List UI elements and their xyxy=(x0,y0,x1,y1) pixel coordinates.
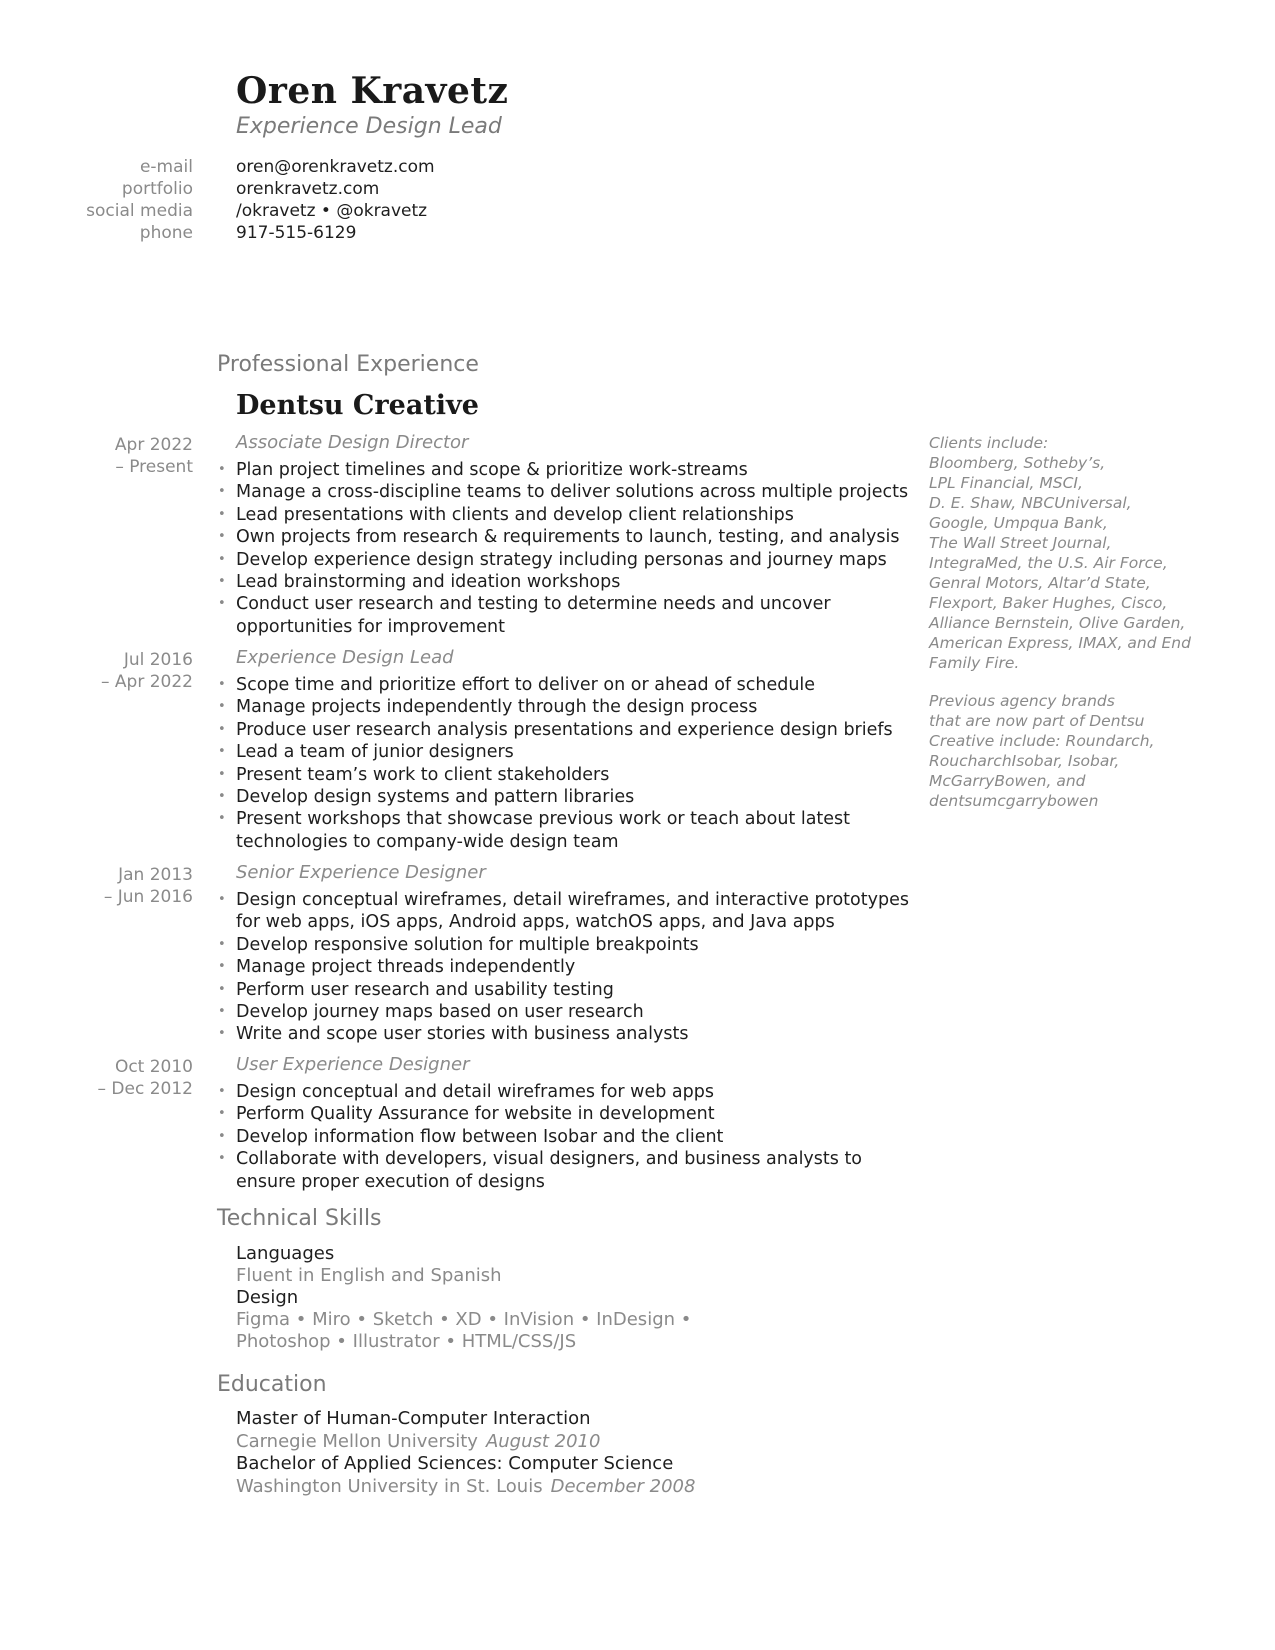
job-bullet: • Develop information flow between Isobar and the client xyxy=(236,1126,916,1148)
job-bullet: • Collaborate with developers, visual designers, and business analysts to ensure proper execution of designs xyxy=(236,1148,916,1193)
skills-languages-value: Fluent in English and Spanish xyxy=(236,1265,502,1286)
job-bullet: • Own projects from research & requirements to launch, testing, and analysis xyxy=(236,526,916,548)
job-bullet-list xyxy=(236,889,916,1046)
job-bullet-list xyxy=(236,459,916,638)
job-bullet: • Present workshops that showcase previous work or teach about latest technologies to company-wide design team xyxy=(236,808,916,853)
clients-note xyxy=(929,433,1259,673)
clients-line: Alliance Bernstein, Olive Garden, xyxy=(929,614,1186,632)
agency-line: dentsumcgarrybowen xyxy=(929,792,1099,810)
agency-line: McGarryBowen, and xyxy=(929,772,1086,790)
education-date: August 2010 xyxy=(485,1431,601,1452)
job-bullet: • Manage a cross-discipline teams to deliver solutions across multiple projects xyxy=(236,481,916,503)
job-role: Experience Design Lead xyxy=(236,647,454,668)
clients-line: D. E. Shaw, NBCUniversal, xyxy=(929,494,1132,512)
job-dates xyxy=(101,649,193,693)
job-bullet: • Develop experience design strategy including personas and journey maps xyxy=(236,549,916,571)
job-bullet: • Conduct user research and testing to determine needs and uncover opportunities for improvement xyxy=(236,593,916,638)
job-bullet: • Develop journey maps based on user research xyxy=(236,1001,916,1023)
contact-label-social: social media xyxy=(86,201,193,221)
education-school-row xyxy=(236,1476,695,1498)
education-date: December 2008 xyxy=(550,1476,696,1497)
job-bullet: • Produce user research analysis presentations and experience design briefs xyxy=(236,719,916,741)
job-bullet: • Perform user research and usability testing xyxy=(236,979,916,1001)
job-start-date: Oct 2010 xyxy=(114,1057,193,1077)
clients-line: Clients include: xyxy=(929,434,1049,452)
clients-line: The Wall Street Journal, xyxy=(929,534,1112,552)
job-bullet: • Manage projects independently through the design process xyxy=(236,696,916,718)
job-bullet: • Design conceptual wireframes, detail wireframes, and interactive prototypes for web apps, iOS apps, Android apps, watchOS apps, and Java apps xyxy=(236,889,916,934)
job-start-date: Jan 2013 xyxy=(118,865,193,885)
skills-design-line: Photoshop • Illustrator • HTML/CSS/JS xyxy=(236,1331,577,1352)
education-school-row xyxy=(236,1431,600,1453)
clients-line: Genral Motors, Altar’d State, xyxy=(929,574,1151,592)
skills-design-line: Figma • Miro • Sketch • XD • InVision • InDesign • xyxy=(236,1309,692,1330)
job-end-date: – Apr 2022 xyxy=(101,672,193,692)
job-end-date: – Jun 2016 xyxy=(103,887,193,907)
job-end-date: – Present xyxy=(115,457,193,477)
job-bullet-list xyxy=(236,1081,916,1193)
clients-line: Flexport, Baker Hughes, Cisco, xyxy=(929,594,1168,612)
job-end-date: – Dec 2012 xyxy=(97,1079,193,1099)
job-start-date: Apr 2022 xyxy=(114,435,193,455)
clients-line: Bloomberg, Sotheby’s, xyxy=(929,454,1106,472)
clients-line: Google, Umpqua Bank, xyxy=(929,514,1108,532)
resume-name: Oren Kravetz xyxy=(236,70,509,112)
job-bullet: • Lead a team of junior designers xyxy=(236,741,916,763)
job-dates xyxy=(115,434,193,478)
contact-value-portfolio[interactable]: orenkravetz.com xyxy=(236,179,380,199)
job-role: Senior Experience Designer xyxy=(236,862,486,883)
job-bullet: • Develop responsive solution for multiple breakpoints xyxy=(236,934,916,956)
contact-label-phone: phone xyxy=(139,223,193,243)
contact-label-email: e-mail xyxy=(139,157,193,177)
agency-note xyxy=(929,691,1259,811)
section-heading-skills: Technical Skills xyxy=(217,1206,382,1231)
job-bullet: • Plan project timelines and scope & prioritize work-streams xyxy=(236,459,916,481)
section-heading-education: Education xyxy=(217,1372,327,1397)
clients-line: IntegraMed, the U.S. Air Force, xyxy=(929,554,1168,572)
job-bullet: • Manage project threads independently xyxy=(236,956,916,978)
education-school: Carnegie Mellon University xyxy=(236,1431,478,1452)
contact-value-social[interactable]: /okravetz • @okravetz xyxy=(236,201,428,221)
job-dates xyxy=(104,864,193,908)
agency-line: Creative include: Roundarch, xyxy=(929,732,1155,750)
job-bullet-list xyxy=(236,674,916,853)
section-heading-experience: Professional Experience xyxy=(217,352,479,377)
job-dates xyxy=(98,1056,193,1100)
job-role: Associate Design Director xyxy=(236,432,469,453)
clients-line: LPL Financial, MSCI, xyxy=(929,474,1083,492)
agency-line: that are now part of Dentsu xyxy=(929,712,1145,730)
job-bullet: • Design conceptual and detail wireframes for web apps xyxy=(236,1081,916,1103)
job-bullet: • Lead brainstorming and ideation workshops xyxy=(236,571,916,593)
job-bullet: • Perform Quality Assurance for website in development xyxy=(236,1103,916,1125)
education-school: Washington University in St. Louis xyxy=(236,1476,543,1497)
job-bullet: • Lead presentations with clients and develop client relationships xyxy=(236,504,916,526)
company-name: Dentsu Creative xyxy=(236,390,479,421)
contact-label-portfolio: portfolio xyxy=(121,179,193,199)
job-bullet: • Develop design systems and pattern libraries xyxy=(236,786,916,808)
education-degree: Master of Human-Computer Interaction xyxy=(236,1408,591,1429)
clients-line: American Express, IMAX, and End xyxy=(929,634,1191,652)
job-bullet: • Present team’s work to client stakeholders xyxy=(236,764,916,786)
job-role: User Experience Designer xyxy=(236,1054,470,1075)
job-bullet: • Write and scope user stories with business analysts xyxy=(236,1023,916,1045)
skills-design-label: Design xyxy=(236,1287,299,1308)
contact-value-phone[interactable]: 917-515-6129 xyxy=(236,223,357,243)
contact-value-email[interactable]: oren@orenkravetz.com xyxy=(236,157,435,177)
education-degree: Bachelor of Applied Sciences: Computer Science xyxy=(236,1453,674,1474)
resume-title: Experience Design Lead xyxy=(236,114,502,139)
clients-line: Family Fire. xyxy=(929,654,1020,672)
agency-line: RoucharchIsobar, Isobar, xyxy=(929,752,1120,770)
skills-languages-label: Languages xyxy=(236,1243,335,1264)
job-start-date: Jul 2016 xyxy=(123,650,193,670)
agency-line: Previous agency brands xyxy=(929,692,1115,710)
job-bullet: • Scope time and prioritize effort to deliver on or ahead of schedule xyxy=(236,674,916,696)
